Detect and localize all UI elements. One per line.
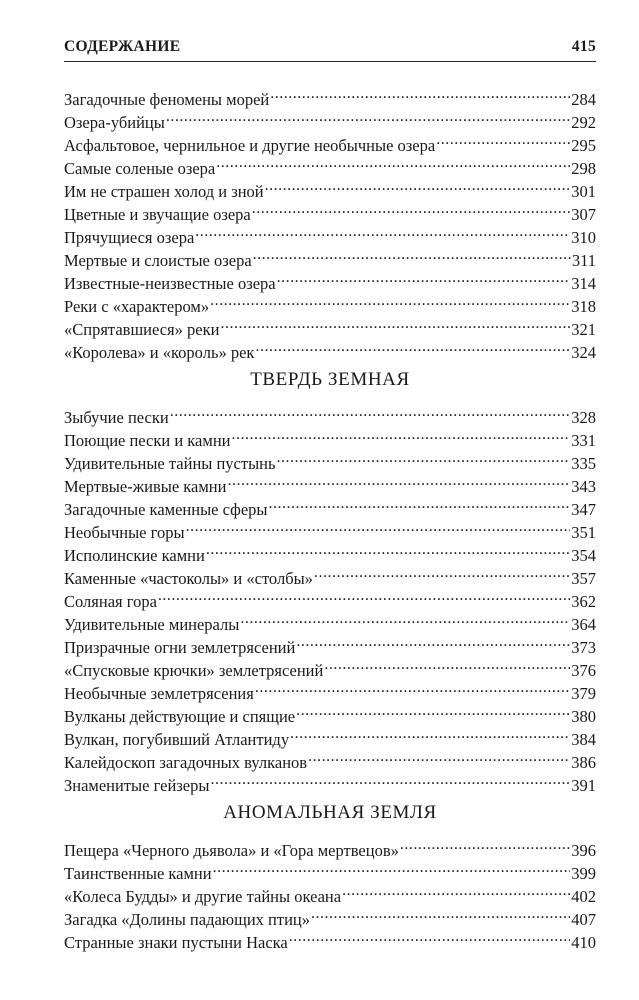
- toc-entry-title: Знаменитые гейзеры: [64, 776, 210, 795]
- toc-entry-page-number: 399: [571, 864, 596, 883]
- toc-entry: [64, 400, 596, 427]
- dot-leader: [170, 400, 571, 423]
- toc-entry-title: Таинственные камни: [64, 864, 212, 883]
- toc-entry-title: Исполинские камни: [64, 546, 205, 565]
- toc-entry-title: Поющие пески и камни: [64, 431, 231, 450]
- dot-leader: [195, 220, 570, 243]
- dot-leader: [213, 856, 571, 879]
- dot-leader: [240, 607, 570, 630]
- toc-entry-page-number: 324: [571, 343, 596, 362]
- toc-entry-title: Удивительные тайны пустынь: [64, 454, 276, 473]
- toc-entry-page-number: 295: [571, 136, 596, 155]
- dot-leader: [324, 653, 570, 676]
- toc-entry-page-number: 357: [571, 569, 596, 588]
- toc-entry-page-number: 391: [571, 776, 596, 795]
- toc-entry-page-number: 310: [571, 228, 596, 247]
- dot-leader: [308, 745, 570, 768]
- toc-entry-page-number: 384: [571, 730, 596, 749]
- toc-entry-title: Соляная гора: [64, 592, 157, 611]
- toc-entry-page-number: 364: [571, 615, 596, 634]
- dot-leader: [186, 515, 571, 538]
- dot-leader: [277, 446, 571, 469]
- toc-entry-title: Мертвые-живые камни: [64, 477, 227, 496]
- toc-entry-title: Реки с «характером»: [64, 297, 210, 316]
- toc-entry-title: Вулканы действующие и спящие: [64, 707, 296, 726]
- toc-entry-title: Зыбучие пески: [64, 408, 169, 427]
- dot-leader: [436, 128, 570, 151]
- toc-entry-page-number: 351: [571, 523, 596, 542]
- toc-entry-page-number: 331: [571, 431, 596, 450]
- toc-entry-page-number: 379: [571, 684, 596, 703]
- dot-leader: [210, 289, 570, 312]
- toc-section: [64, 793, 596, 952]
- toc-entry-page-number: 354: [571, 546, 596, 565]
- toc-entry-title: Загадочные феномены морей: [64, 90, 270, 109]
- toc-entry-page-number: 396: [571, 841, 596, 860]
- dot-leader: [296, 699, 570, 722]
- toc-entry: [64, 833, 596, 860]
- toc-entry-page-number: 402: [571, 887, 596, 906]
- toc-entry-page-number: 380: [571, 707, 596, 726]
- toc-entry-page-number: 362: [571, 592, 596, 611]
- toc-entry-title: Прячущиеся озера: [64, 228, 195, 247]
- dot-leader: [231, 423, 570, 446]
- dot-leader: [342, 879, 570, 902]
- toc-entry-title: Цветные и звучащие озера: [64, 205, 251, 224]
- dot-leader: [269, 492, 571, 515]
- toc-entry-page-number: 321: [571, 320, 596, 339]
- dot-leader: [314, 561, 570, 584]
- dot-leader: [210, 768, 570, 791]
- toc-entry-title: Вулкан, погубивший Атлантиду: [64, 730, 290, 749]
- dot-leader: [206, 538, 570, 561]
- toc-entry-title: «Колеса Будды» и другие тайны океана: [64, 887, 342, 906]
- toc-entry-title: Странные знаки пустыни Наска: [64, 933, 288, 952]
- dot-leader: [227, 469, 570, 492]
- toc-entry-page-number: 376: [571, 661, 596, 680]
- toc-entry-list: [64, 833, 596, 952]
- toc-entry-page-number: 292: [571, 113, 596, 132]
- running-header-title: СОДЕРЖАНИЕ: [64, 38, 181, 55]
- toc-entry-title: Каменные «частоколы» и «столбы»: [64, 569, 313, 588]
- dot-leader: [216, 151, 570, 174]
- toc-entry-title: Пещера «Черного дьявола» и «Гора мертвецов»: [64, 841, 399, 860]
- toc-section: [64, 360, 596, 795]
- toc-entry-title: Самые соленые озера: [64, 159, 216, 178]
- toc-entry-list: [64, 82, 596, 362]
- toc-entry-page-number: 386: [571, 753, 596, 772]
- toc-entry-page-number: 347: [571, 500, 596, 519]
- toc-entry-title: «Королева» и «король» рек: [64, 343, 255, 362]
- dot-leader: [252, 197, 571, 220]
- section-heading: АНОМАЛЬНАЯ ЗЕМЛЯ: [223, 802, 437, 823]
- toc-entry-page-number: 343: [571, 477, 596, 496]
- dot-leader: [311, 902, 570, 925]
- section-heading: ТВЕРДЬ ЗЕМНАЯ: [250, 369, 410, 390]
- toc-entry-page-number: 298: [571, 159, 596, 178]
- dot-leader: [255, 676, 570, 699]
- toc-entry-page-number: 410: [571, 933, 596, 952]
- toc-entry-page-number: 407: [571, 910, 596, 929]
- dot-leader: [265, 174, 571, 197]
- toc-entry-title: Им не страшен холод и зной: [64, 182, 264, 201]
- toc-entry-title: Загадка «Долины падающих птиц»: [64, 910, 310, 929]
- toc-entry-page-number: 335: [571, 454, 596, 473]
- dot-leader: [270, 82, 570, 105]
- toc-entry-page-number: 307: [571, 205, 596, 224]
- toc-entry-page-number: 311: [571, 251, 596, 270]
- toc-entry-page-number: 373: [571, 638, 596, 657]
- toc-entry-title: «Спусковые крючки» землетрясений: [64, 661, 324, 680]
- toc-entry-title: Известные-неизвестные озера: [64, 274, 276, 293]
- toc-entry-title: «Спрятавшиеся» реки: [64, 320, 220, 339]
- table-of-contents: [64, 82, 596, 952]
- running-header: [64, 38, 596, 62]
- dot-leader: [289, 925, 571, 948]
- toc-entry-title: Калейдоскоп загадочных вулканов: [64, 753, 308, 772]
- toc-entry-list: [64, 400, 596, 795]
- toc-section: [64, 82, 596, 362]
- toc-entry-title: Призрачные огни землетрясений: [64, 638, 296, 657]
- toc-entry-page-number: 314: [571, 274, 596, 293]
- dot-leader: [290, 722, 570, 745]
- dot-leader: [400, 833, 570, 856]
- toc-entry-title: Асфальтовое, чернильное и другие необычные озера: [64, 136, 436, 155]
- toc-entry: [64, 82, 596, 109]
- dot-leader: [296, 630, 570, 653]
- dot-leader: [255, 335, 570, 358]
- dot-leader: [158, 584, 570, 607]
- dot-leader: [277, 266, 571, 289]
- toc-entry-title: Озера-убийцы: [64, 113, 165, 132]
- running-header-page-number: 415: [571, 38, 596, 55]
- toc-entry-title: Необычные землетрясения: [64, 684, 254, 703]
- toc-entry-page-number: 328: [571, 408, 596, 427]
- toc-entry-title: Необычные горы: [64, 523, 185, 542]
- toc-page: [64, 38, 596, 952]
- toc-entry-page-number: 284: [571, 90, 596, 109]
- toc-entry-title: Удивительные минералы: [64, 615, 240, 634]
- toc-entry-page-number: 318: [571, 297, 596, 316]
- toc-entry-page-number: 301: [571, 182, 596, 201]
- dot-leader: [220, 312, 570, 335]
- toc-entry-title: Загадочные каменные сферы: [64, 500, 268, 519]
- toc-entry-title: Мертвые и слоистые озера: [64, 251, 252, 270]
- dot-leader: [253, 243, 571, 266]
- dot-leader: [166, 105, 570, 128]
